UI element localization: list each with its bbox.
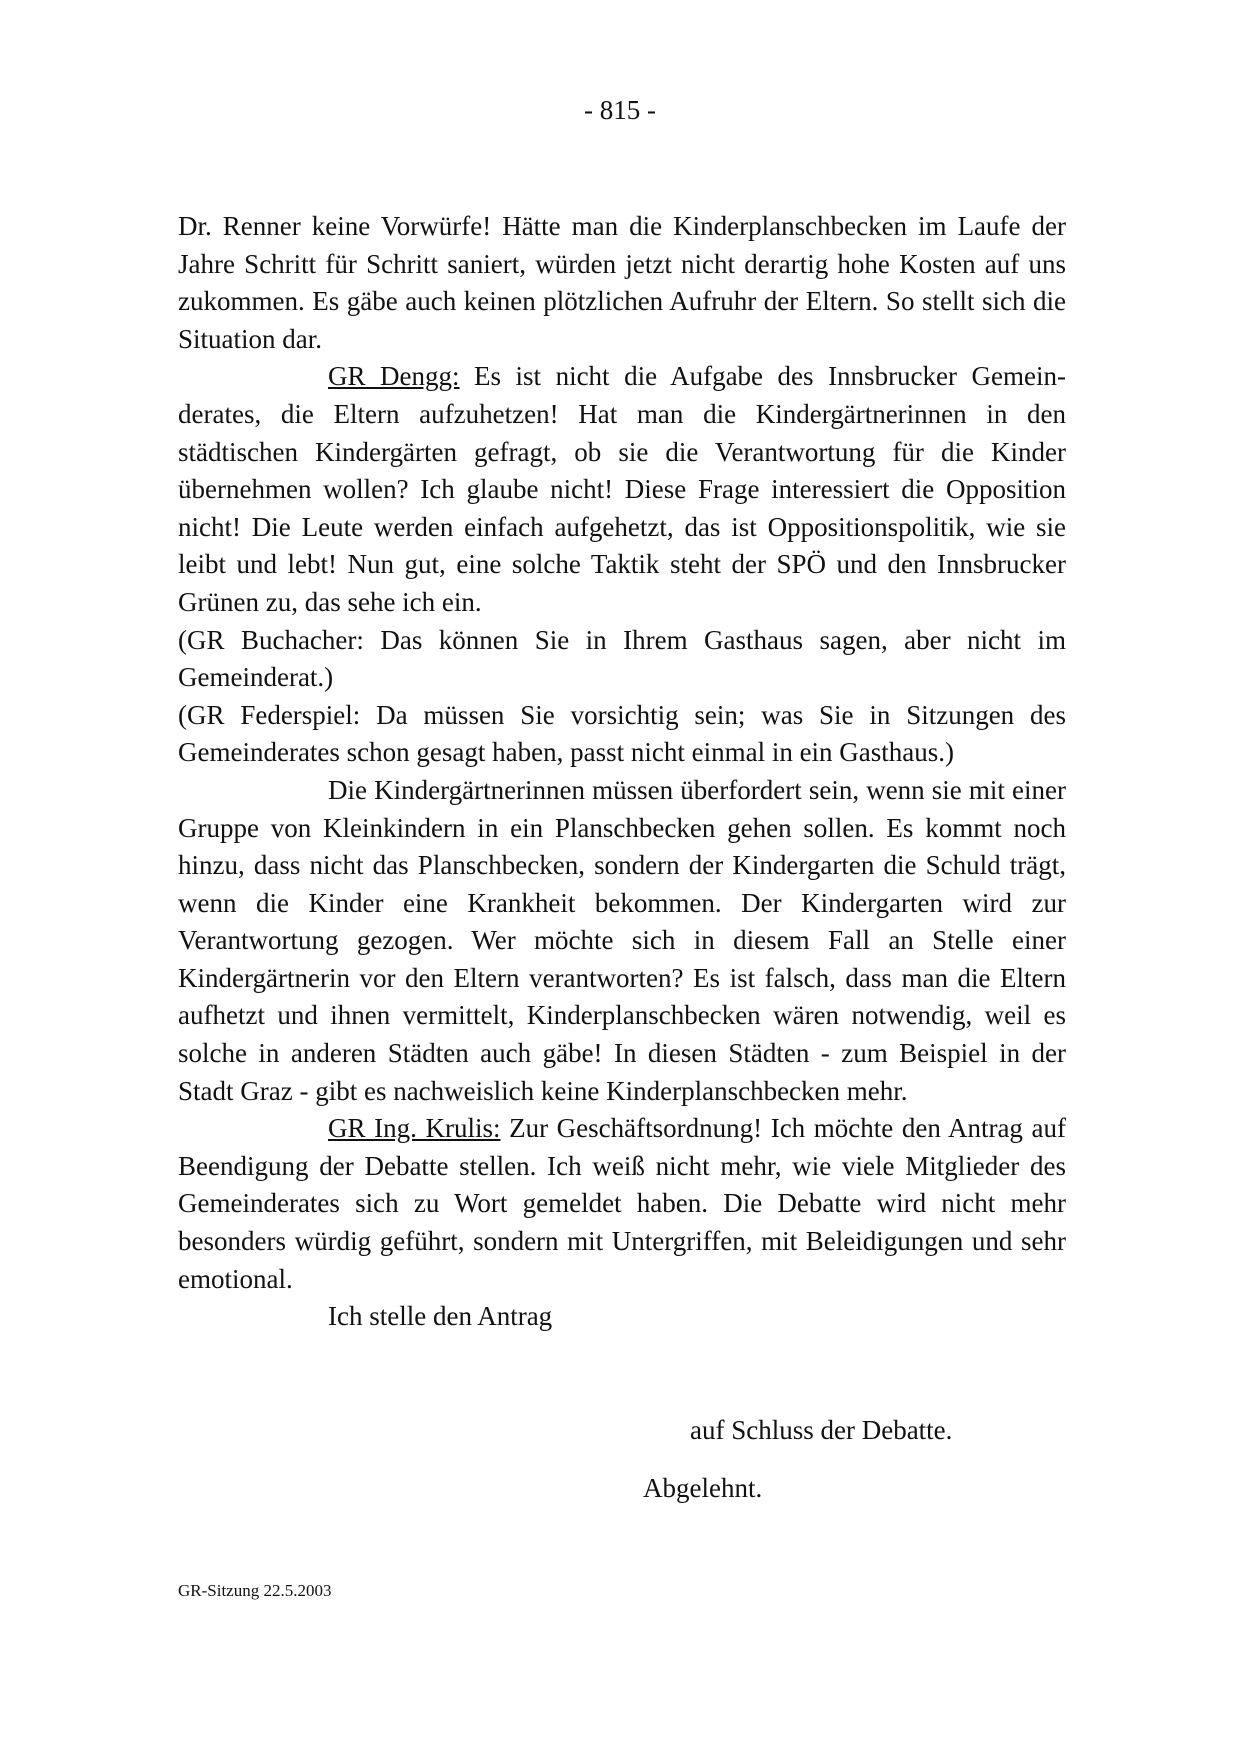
paragraph-text: Dr. Renner keine Vorwürfe! Hätte man die Kinderplanschbecken im Laufe der Jahre Schritt für Schritt saniert, würden jetzt nicht derartig hohe Kosten auf uns zukommen. Es gäbe auch keinen plötzlichen Aufruhr der Eltern. So stellt sich die Situation dar. [178, 211, 1066, 354]
paragraph-text: Es ist nicht die Aufgabe des Innsbrucker Gemeinderates, die Eltern aufzuhetzen! Hat man die Kindergärtnerinnen in den städtischen Kindergärten gefragt, ob sie die Verantwortung für die Kinder übernehmen wollen? Ich glaube nicht! Diese Frage interessiert die Opposition nicht! Die Leute werden einfach aufgehetzt, das ist Oppositionspolitik, wie sie leibt und lebt! Nun gut, eine solche Taktik steht der SPÖ und den Innsbrucker Grünen zu, das sehe ich ein. [178, 361, 1066, 617]
paragraph-text: (GR Federspiel: Da müssen Sie vorsichtig sein; was Sie in Sitzungen des Gemeinderates schon gesagt haben, passt nicht einmal in ein Gasthaus.) [178, 699, 1066, 768]
motion-text: auf Schluss der Debatte. [690, 1415, 953, 1445]
paragraph-interjection-federspiel [178, 697, 1066, 772]
paragraph-motion-intro [178, 1298, 1066, 1336]
document-body [178, 208, 1066, 1336]
paragraph-speech-continued [178, 772, 1066, 1110]
paragraph-text: (GR Buchacher: Das können Sie in Ihrem Gasthaus sagen, aber nicht im Gemeinderat.) [178, 624, 1066, 693]
speaker-name: GR Dengg: [328, 361, 460, 392]
page-number: - 815 - [584, 95, 656, 125]
footer-session-date: GR-Sitzung 22.5.2003 [178, 1581, 332, 1600]
paragraph-text: Ich stelle den Antrag [328, 1301, 553, 1332]
paragraph-speech-dengg [178, 358, 1066, 621]
paragraph-continuation [178, 208, 1066, 358]
paragraph-speech-krulis [178, 1110, 1066, 1298]
motion-result: Abgelehnt. [643, 1473, 763, 1503]
paragraph-text: Zur Geschäftsordnung! Ich möchte den Antrag auf Beendigung der Debatte stellen. Ich weiß nicht mehr, wie viele Mitglieder des Gemeinderates sich zu Wort gemeldet haben. Die Debatte wird nicht mehr besonders würdig geführt, sondern mit Untergriffen, mit Beleidigungen und sehr emotional. [178, 1113, 1066, 1294]
speaker-name: GR Ing. Krulis: [328, 1113, 501, 1144]
paragraph-text: Die Kindergärtnerinnen müssen überfordert sein, wenn sie mit einer Gruppe von Kleinkindern in ein Planschbecken gehen sollen. Es kommt noch hinzu, dass nicht das Planschbecken, sondern der Kindergarten die Schuld trägt, wenn die Kinder eine Krankheit bekommen. Der Kindergarten wird zur Verantwortung gezogen. Wer möchte sich in diesem Fall an Stelle einer Kindergärtnerin vor den Eltern verantworten? Es ist falsch, dass man die Eltern aufhetzt und ihnen vermittelt, Kinderplanschbecken wären notwendig, weil es solche in anderen Städten auch gäbe! In diesen Städten - zum Beispiel in der Stadt Graz - gibt es nachweislich keine Kinderplanschbecken mehr. [178, 774, 1066, 1106]
paragraph-interjection-buchacher [178, 622, 1066, 697]
